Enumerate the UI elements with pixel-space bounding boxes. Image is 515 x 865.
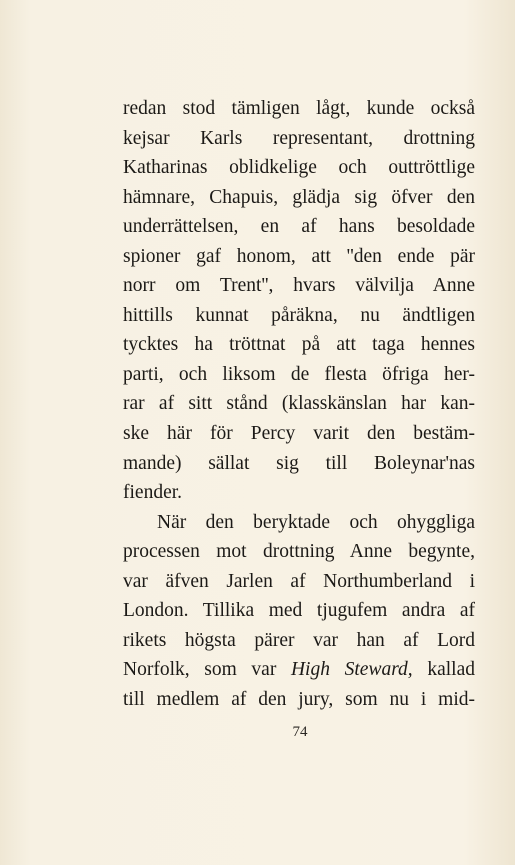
text-line: London. Tillika med tjugufem andra af bbox=[123, 600, 475, 622]
text-line: Katharinas oblidkelige och outtröttlige bbox=[123, 157, 475, 179]
text-line: kejsar Karls representant, drottning bbox=[123, 127, 475, 149]
text-line: redan stod tämligen lågt, kunde också bbox=[123, 98, 475, 119]
text-line: till medlem af den jury, som nu i mid- bbox=[123, 688, 475, 710]
text-line: spioner gaf honom, att ''den ende pär bbox=[123, 245, 475, 267]
text-line: underrättelsen, en af hans besoldade bbox=[123, 216, 475, 238]
text-run: kallad bbox=[412, 659, 475, 681]
italic-term: High Steward, bbox=[290, 659, 413, 681]
text-line: var äfven Jarlen af Northumberland i bbox=[123, 570, 475, 592]
text-run: Norfolk, som var bbox=[123, 659, 291, 681]
text-line: rar af sitt stånd (klasskänslan har kan- bbox=[123, 393, 475, 415]
text-line: parti, och liksom de flesta öfriga her- bbox=[123, 363, 475, 385]
text-line bbox=[123, 655, 475, 685]
text-line: hittills kunnat påräkna, nu ändtligen bbox=[123, 304, 475, 326]
text-line: mande) sällat sig till Boleynar'nas bbox=[123, 452, 475, 474]
text-line: norr om Trent'', hvars välvilja Anne bbox=[123, 275, 475, 297]
page-number: 74 bbox=[292, 724, 308, 740]
text-line: processen mot drottning Anne begynte, bbox=[123, 541, 475, 563]
text-line: fiender. bbox=[123, 482, 183, 504]
text-line: rikets högsta pärer var han af Lord bbox=[123, 629, 475, 651]
text-line: När den beryktade och ohyggliga bbox=[157, 511, 475, 533]
text-line: tycktes ha tröttnat på att taga hennes bbox=[123, 334, 475, 356]
body-text bbox=[123, 94, 475, 714]
text-line: hämnare, Chapuis, glädja sig öfver den bbox=[123, 186, 475, 208]
text-line: ske här för Percy varit den bestäm- bbox=[123, 423, 475, 445]
